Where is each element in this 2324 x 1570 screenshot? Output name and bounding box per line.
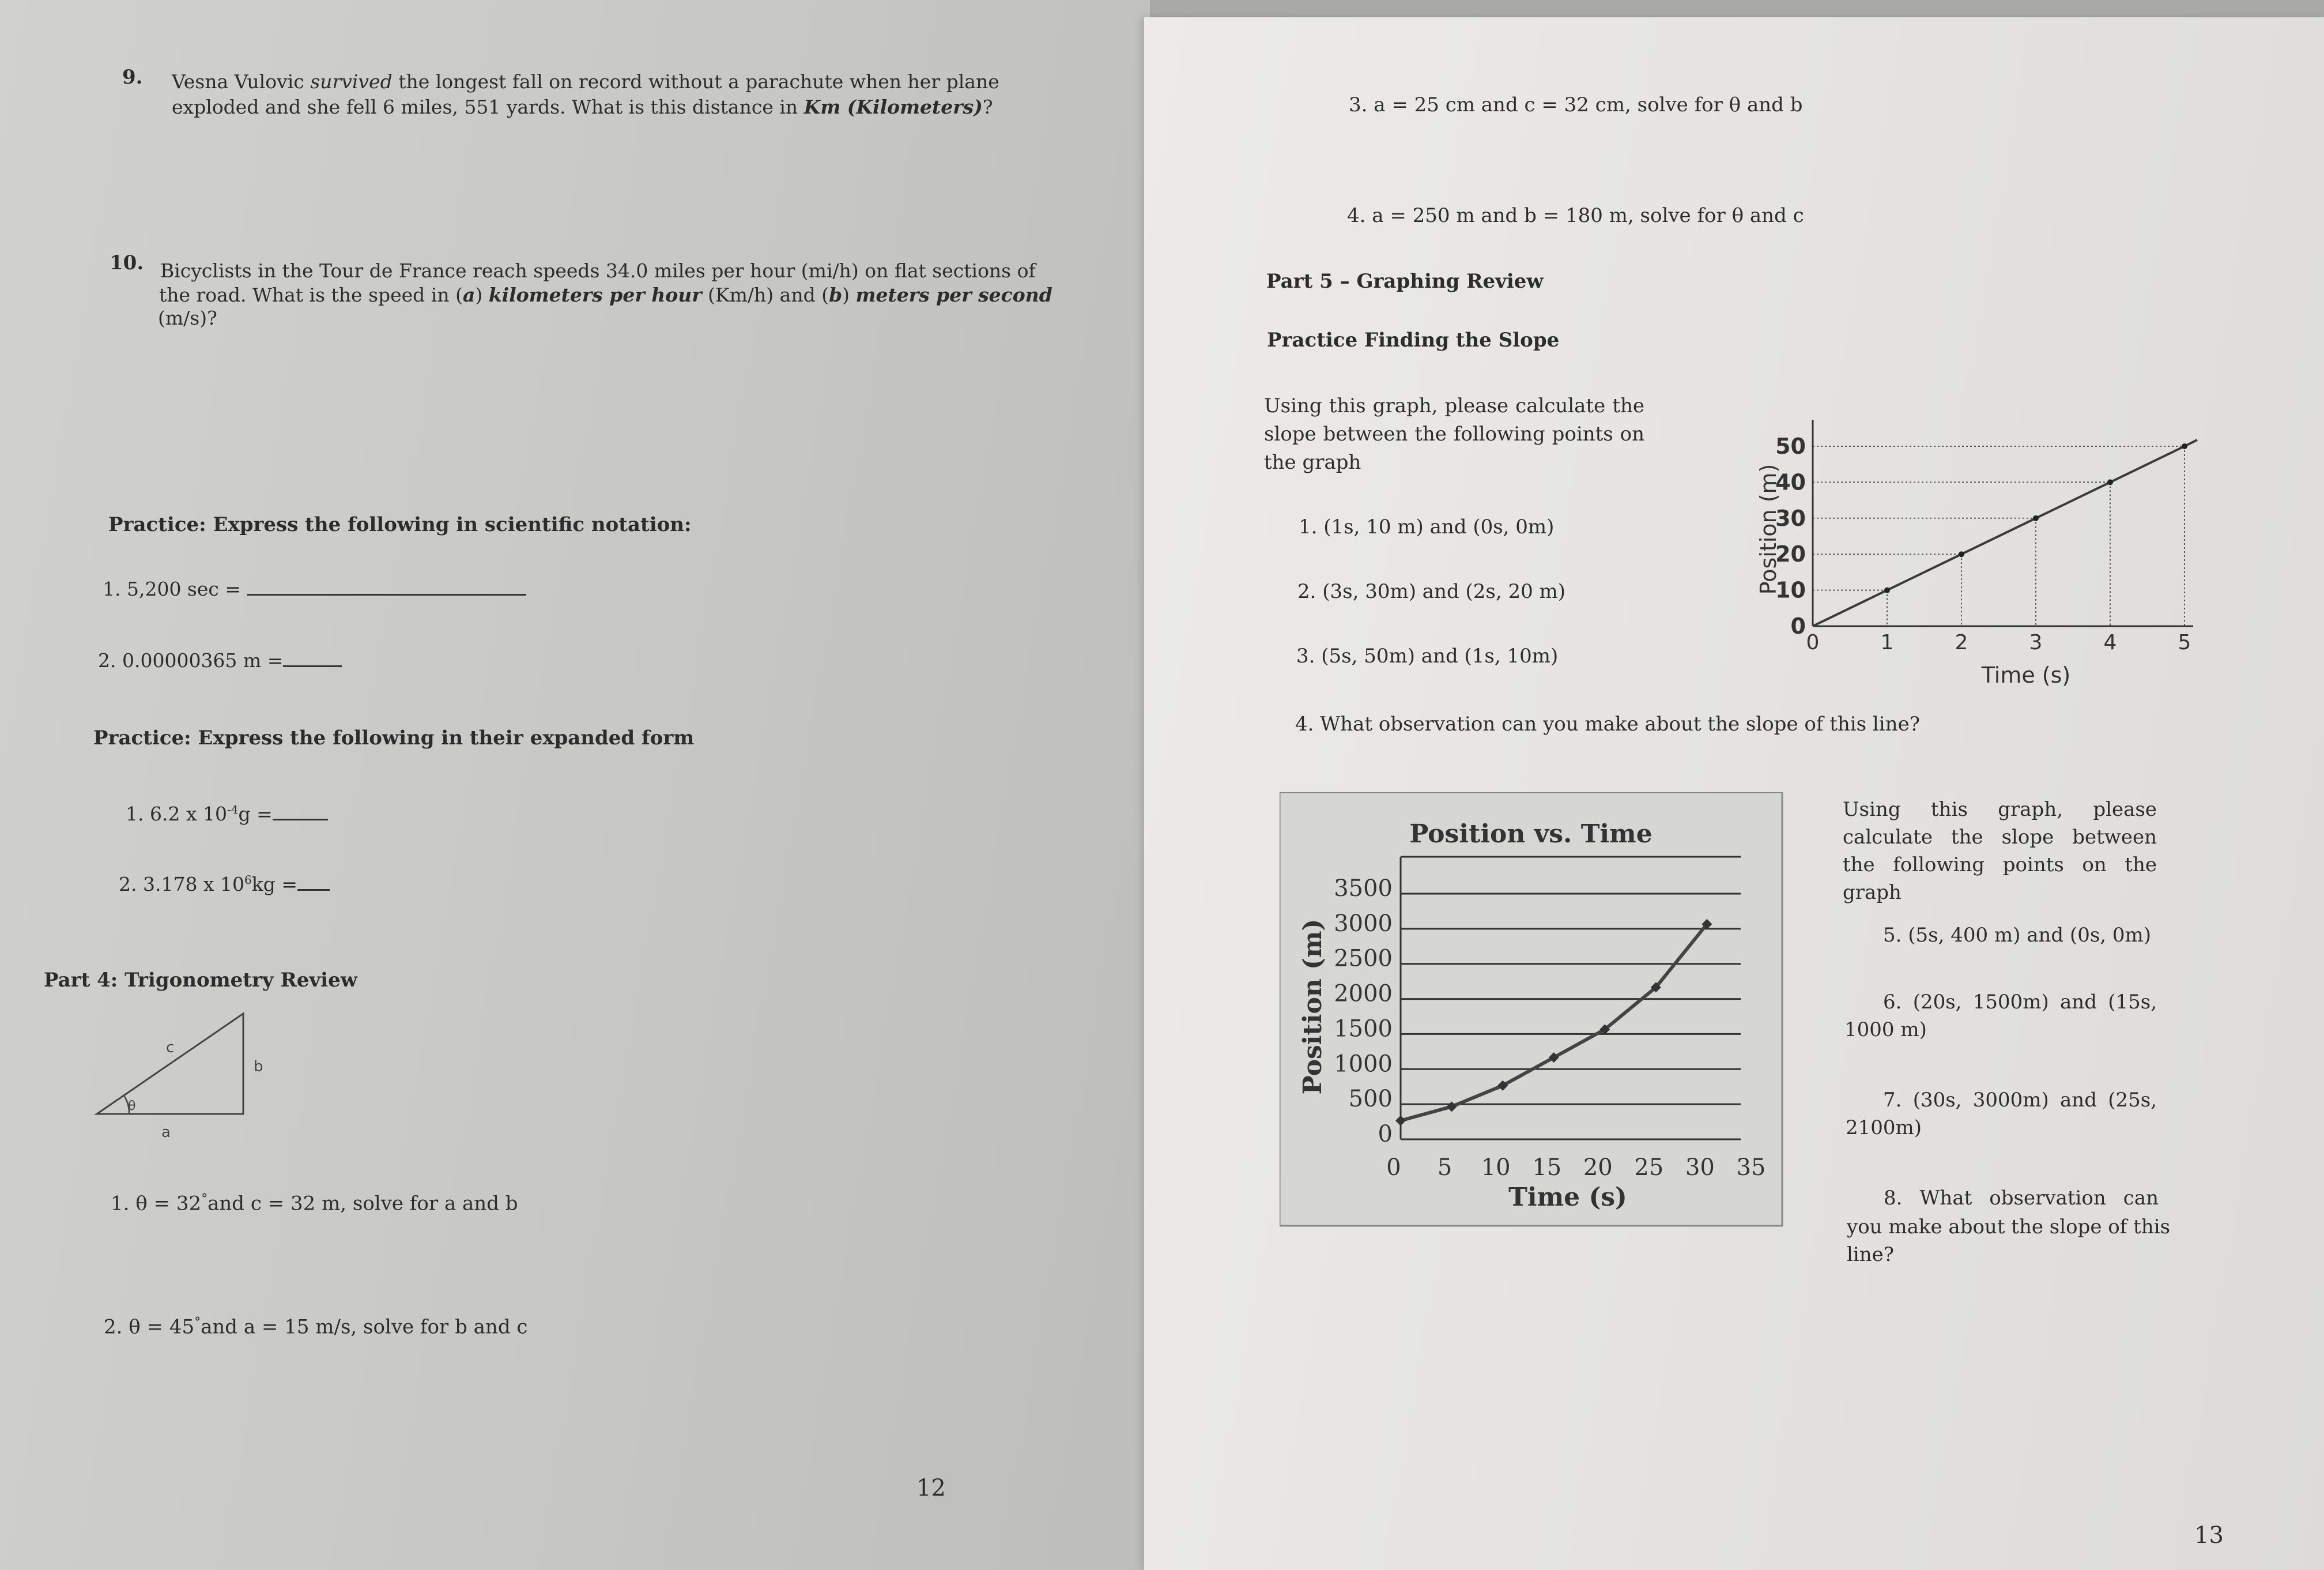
y-tick-label: 0 <box>1378 1121 1393 1147</box>
x-tick-label: 35 <box>1736 1154 1766 1181</box>
graph1-intro: Using this graph, please calculate the slope between the following points on the graph <box>1264 394 1644 474</box>
data-point <box>2182 443 2187 449</box>
slope-q6-line1: 6. (20s, 1500m) and (15s, <box>1883 991 2157 1014</box>
y-tick-label: 3500 <box>1334 875 1393 902</box>
answer-blank[interactable] <box>273 814 328 820</box>
y-tick-label: 0 <box>1790 613 1806 639</box>
slope-q8-line1: 8. What observation can <box>1884 1187 2159 1210</box>
position-vs-time-chart <box>1280 792 1787 1230</box>
data-point <box>2033 515 2039 521</box>
page-number-right: 13 <box>2194 1522 2224 1549</box>
slope-q1: 1. (1s, 10 m) and (0s, 0m) <box>1299 515 1555 539</box>
data-point <box>2107 479 2113 485</box>
q9-number: 9. <box>122 66 143 89</box>
slope-graph-1 <box>1744 407 2205 695</box>
sci-item-2: 2. 0.00000365 m = <box>98 648 342 673</box>
q10-number: 10. <box>110 251 144 274</box>
triangle-shape <box>97 1014 243 1114</box>
x-axis-title: Time (s) <box>1508 1183 1627 1212</box>
x-axis-title: Time (s) <box>1981 662 2071 688</box>
graph2-intro: Using this graph, please calculate the slope between the following points on the graph <box>1843 798 2157 904</box>
q9-line1: Vesna Vulovic survived the longest fall on record without a parachute when her plane <box>172 70 999 93</box>
slope-q2: 2. (3s, 30m) and (2s, 20 m) <box>1297 580 1566 603</box>
slope-q7-line1: 7. (30s, 3000m) and (25s, <box>1883 1089 2157 1112</box>
chart-title: Position vs. Time <box>1409 819 1653 849</box>
y-tick-label: 20 <box>1775 541 1806 567</box>
x-tick-label: 20 <box>1583 1154 1613 1181</box>
trig-q3: 3. a = 25 cm and c = 32 cm, solve for θ and b <box>1349 93 1803 116</box>
slope-q8-line3: line? <box>1847 1243 1894 1266</box>
y-tick-label: 1500 <box>1334 1015 1393 1042</box>
y-axis-title: Position (m) <box>1756 464 1781 595</box>
sci-heading: Practice: Express the following in scientific notation: <box>108 513 692 536</box>
trig-q1: 1. θ = 32°and c = 32 m, solve for a and b <box>111 1192 518 1215</box>
slope-q5: 5. (5s, 400 m) and (0s, 0m) <box>1883 924 2152 947</box>
x-tick-label: 5 <box>1437 1154 1452 1181</box>
x-tick-label: 1 <box>1880 631 1894 654</box>
slope-q7-line2: 2100m) <box>1846 1116 1922 1139</box>
right-page <box>1144 17 2324 1570</box>
answer-blank[interactable] <box>247 589 526 596</box>
trig-q4: 4. a = 250 m and b = 180 m, solve for θ and c <box>1347 204 1804 227</box>
x-tick-label: 15 <box>1532 1154 1562 1181</box>
page-number-left: 12 <box>916 1475 946 1501</box>
x-tick-label: 5 <box>2178 631 2191 654</box>
x-tick-label: 10 <box>1481 1154 1511 1181</box>
expanded-item-2: 2. 3.178 x $10^6kg$ = <box>119 867 330 897</box>
y-tick-label: 40 <box>1775 469 1806 495</box>
trig-heading: Part 4: Trigonometry Review <box>44 969 357 992</box>
answer-blank[interactable] <box>297 884 330 891</box>
x-tick-label: 3 <box>2029 631 2043 654</box>
q9-line2: exploded and she fell 6 miles, 551 yards. What is this distance in Km (Kilometers)? <box>172 96 993 118</box>
slope-q8-line2: you make about the slope of this <box>1847 1215 2171 1238</box>
y-tick-label: 3000 <box>1334 910 1393 937</box>
slope-q6-line2: 1000 m) <box>1844 1018 1927 1041</box>
part5-heading: Part 5 – Graphing Review <box>1266 270 1544 293</box>
x-tick-label: 4 <box>2103 631 2117 654</box>
x-tick-label: 0 <box>1386 1154 1401 1181</box>
y-axis-title: Position (m) <box>1298 918 1327 1095</box>
q10-line3: (m/s)? <box>158 307 217 329</box>
y-tick-label: 10 <box>1775 577 1806 603</box>
y-tick-label: 30 <box>1775 505 1806 531</box>
data-point <box>1884 588 1890 593</box>
left-page <box>0 0 1150 1570</box>
trig-q2: 2. θ = 45°and a = 15 m/s, solve for b and c <box>104 1315 528 1339</box>
expanded-item-1: 1. 6.2 x $10^{-4}g$ = <box>126 797 328 827</box>
q10-line2: the road. What is the speed in (a) kilometers per hour (Km/h) and (b) meters per second <box>159 284 1052 306</box>
y-tick-label: 2500 <box>1334 945 1393 972</box>
y-tick-label: 2000 <box>1334 980 1393 1007</box>
x-tick-label: 30 <box>1685 1154 1715 1181</box>
x-tick-label: 0 <box>1806 631 1820 654</box>
side-label-b: b <box>254 1058 263 1075</box>
y-tick-label: 1000 <box>1334 1051 1393 1078</box>
y-tick-label: 50 <box>1775 434 1806 459</box>
slope-q3: 3. (5s, 50m) and (1s, 10m) <box>1296 645 1559 668</box>
sci-item-1: 1. 5,200 sec = <box>103 577 526 602</box>
answer-blank[interactable] <box>283 661 342 667</box>
side-label-c: c <box>166 1039 175 1056</box>
slope-q4: 4. What observation can you make about the slope of this line? <box>1295 713 1920 736</box>
data-line <box>1813 446 2185 626</box>
q10-line1: Bicyclists in the Tour de France reach speeds 34.0 miles per hour (mi/h) on flat sections of <box>160 259 1036 282</box>
x-tick-label: 25 <box>1634 1154 1664 1181</box>
x-tick-label: 2 <box>1955 631 1968 654</box>
side-label-a: a <box>161 1124 171 1141</box>
data-point <box>1959 551 1964 557</box>
slope-heading: Practice Finding the Slope <box>1267 329 1560 352</box>
y-tick-label: 500 <box>1348 1086 1393 1113</box>
right-triangle-diagram <box>86 1003 271 1142</box>
angle-label-theta: θ <box>128 1099 136 1113</box>
expanded-heading: Practice: Express the following in their expanded form <box>93 726 695 750</box>
